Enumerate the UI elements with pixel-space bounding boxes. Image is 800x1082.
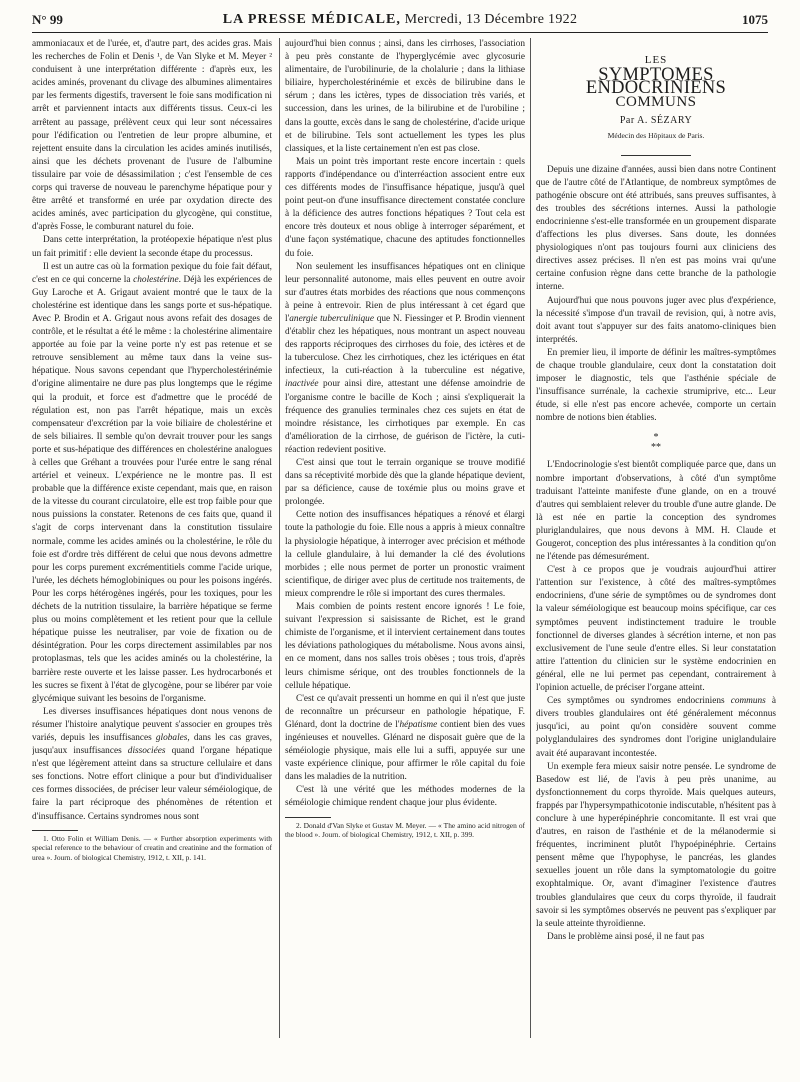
text-run: Ces symptômes ou syndromes endocriniens — [547, 696, 731, 707]
asterism-separator — [536, 433, 776, 453]
footnote: 2. Donald d'Van Slyke et Gustav M. Meyer. — « The amino acid nitrogen of the blood ». Journ. of biological Chemistry, 1912, t. XII, p. 399. — [285, 820, 525, 840]
footnote: 1. Otto Folin et William Denis. — « Further absorption experiments with special reference to the behaviour of creatin and creatinine and the formation of urea ». Journ. of biological Chemistry, 1912, t. XII, p. 141. — [32, 833, 272, 862]
running-head — [32, 12, 768, 32]
emphasis: communs — [730, 696, 766, 707]
paragraph — [32, 706, 272, 824]
text-run: que N. Fiessinger et P. Brodin viennent d'établir chez les hépatiques, nous montrant un aspect nouveau des rapports réciproques des cirrhoses du foie, des ictères et de la tuberculose. Chez les cirrhotiques, chez les ictériques en état infectieux, la cuti-réaction à la tuberculine est négative, — [285, 313, 525, 377]
paragraph — [285, 693, 525, 785]
paragraph: Mais combien de points restent encore ignorés ! Le foie, suivant l'expression si saisissante de Richet, est le grand chimiste de l'organisme, et il intervient certainement dans toutes les déviations pathologiques du métabolisme. Nous avons ainsi, en ce moment, dans nos salles trois obèses ; tous trois, d'après leurs chimisme sérique, ont des troubles fonctionnels de la cellule hépatique. — [285, 602, 525, 691]
issue-number: N° 99 — [32, 12, 63, 27]
title-rule — [621, 155, 691, 156]
author-affiliation: Médecin des Hôpitaux de Paris. — [607, 131, 705, 141]
paragraph — [536, 695, 776, 760]
article-heading — [536, 54, 776, 156]
text-run: . Déjà les expériences de Guy Laroche et A. Grigaut avaient montré que le taux de la cholestérine est identique dans les sangs porte et sus-hépatique. Avec P. Brodin et A. Grigaut nous avons refait des dosages de contrôle, et le résultat a été le même : la cholestérine alimentaire apportée au foie par la veine porte n'y est pas retenue et se retrouve sensiblement au même taux dans la veine sus-hépatique. Nous savons cependant que l'hypercholestérinémie d'origine alimentaire ne dure pas plus longtemps que le régime qui la produit, et force est d'admettre que le procédé de régulation est, non pas l'arrêt hépatique, mais un excès compensateur d'excrétion par la voie biliaire de cholestérine et de sels biliaires. Il semble qu'on devrait trouver pour les sangs porte et sus-hépatique des différences en cholestérine analogues à celles que Gréhant a trouvées pour l'urée entre le sang rénal artériel et veineux. L'expérience ne le montre pas. Il est probable que la différence existe cependant, mais que, en raison de la vitesse du courant circulatoire, elle est trop faible pour que nous puissions la constater. Retenons de ces faits que, quand il s'agit de corps intervenant dans la constitution tissulaire normale, comme les acides aminés ou la cholestérine, le rôle du foie est d'ordre très différent de celui que nous devons admettre pour les corps purement excrémentitiels comme l'acide urique, l'urée, les déchets hémoglobiniques ou pour les poisons ingérés. Pour les corps hétérogènes ingérés, pour les toxiques, pour les déchets de la nutrition tissulaire, la barrière hépatique se ferme plus ou moins complètement et les retient pour que la cellule hépatique puisse les neutraliser, par voie de fixation ou de désintégration. Pour les corps directement assimilables par nos protoplasmas, tels que les acides aminés ou la cholestérine, la barrière reste ouverte et les laisse passer. Les hydrocarbonés et les sucres se fixent à l'état de glycogène, pour se libérer par voie glycémique suivant les besoins de l'organisme. — [32, 274, 272, 704]
paragraph: ammoniacaux et de l'urée, et, d'autre part, des acides gras. Mais les recherches de Folin et Denis ¹, de Van Slyke et M. Meyer ² conduisent à une interprétation différente : d'après eux, les acides aminés, provenant du clivage des albumines alimentaires par les ferments digestifs, traversent le foie sans modification ni arrêt et parviennent intacts aux différents tissus. Ceux-ci les arrêtent au passage, prélèvent ceux qui leur sont nécessaires pour l'édification ou l'entretien de leur propre albumine, et rejettent ensuite dans la circulation les acides aminés inutilisés, ainsi que les déchets provenant de l'usure de l'albumine tissulaire par voie de désassimilation ; c'est l'ensemble de ces corps qui traverse de nouveau le parenchyme hépatique pour y être arrêté et transformé en urée par oxydation directe des acides aminés, avec participation du glycogène, qui constitue, d'après Fosse, le comburant naturel du foie. — [32, 39, 272, 233]
paragraph: C'est à ce propos que je voudrais aujourd'hui attirer l'attention sur l'existence, à côté des maîtres-symptômes endocriniens, d'une série de symptômes ou de syndromes dont la valeur séméiologique est beaucoup moins spécifique, car ces symptômes peuvent indistinctement traduire le trouble fonctionnel de diverses glandes à sécrétion interne, et non pas exclusivement de l'une seule d'entre elles. Si leur constatation attire l'attention du clinicien sur le système endocrinien en général, elle ne lui permet pas cependant, contrairement à l'opinion actuelle, de préciser l'organe atteint. — [536, 565, 776, 694]
paragraph: Dans cette interprétation, la protéopexie hépatique n'est plus un fait primitif : elle devient la seconde étape du processus. — [32, 235, 272, 259]
column-right — [536, 38, 776, 1038]
paragraph: Mais un point très important reste encore incertain : quels rapports d'indépendance ou d'interréaction associent entre eux ces différents modes de l'insuffisance hépatique, jusqu'à quel point peut-on d'une insuffisance directement constatée conclure à la déficience des autres fonctions hépatiques ? Tout cela est encore très douteux et nous oblige à interroger séparément, et d'une façon systématique, chacune des aptitudes fonctionnelles du foie. — [285, 156, 525, 259]
article-author: Par A. SÉZARY — [619, 115, 693, 127]
asterism-star: ** — [651, 442, 661, 454]
emphasis: cholestérine — [133, 274, 179, 285]
journal-title: LA PRESSE MÉDICALE, — [222, 12, 401, 27]
text-run: à divers troubles glandulaires ont été généralement méconnus jusqu'ici, au point qu'on considère souvent comme polyglandulaires des syndromes dont l'origine uniglandulaire avait été auparavant incontestée. — [536, 696, 776, 759]
emphasis: dissociées — [127, 746, 166, 757]
header-rule — [32, 32, 768, 33]
text-run: pour ainsi dire, attestant une défense amoindrie de l'organisme contre le bacille de Koch ; ainsi s'expliquerait la fréquence des granulies terminales chez ces sujets en état de moindre résistance, les cirrhotiques par exemple. En cas d'amélioration de la cirrhose, de guérison de l'ictère, la cuti-réaction redevient positive. — [285, 379, 525, 455]
footnote-rule — [285, 817, 331, 818]
text-run: Non seulement les insuffisances hépatiques ont en clinique leur personnalité autonome, mais elles peuvent en outre avoir sur d'autres états morbides des réactions que nous commençons à peine à entrevoir. Rien de plus intéressant à cet égard que l' — [285, 261, 525, 324]
emphasis: globales — [155, 732, 188, 743]
emphasis: anergie tuberculinique — [289, 313, 374, 324]
paragraph: Cette notion des insuffisances hépatiques a rénové et élargi toute la pathologie du foie. Elle nous a appris à mieux connaître la physiologie hépatique, à interroger avec précision et méthode la cellule glandulaire, à lui demander la clé des évolutions morbides ; elle nous permet de porter un pronostic vraiment scientifique, de diriger avec plus de certitude nos traitements, de mieux comprendre le rôle si important des cures thermales. — [285, 510, 525, 599]
paragraph: Aujourd'hui que nous pouvons juger avec plus d'expérience, la nécessité s'impose d'un travail de revision, qui, à notre avis, doit avant tout s'appuyer sur des faits anatomo-cliniques bien interprétés. — [536, 295, 776, 345]
column-left — [32, 38, 272, 1038]
article-title: SYMPTOMES ENDOCRINIENS — [585, 65, 727, 99]
asterism-star: * — [653, 432, 659, 444]
text-run: quand l'organe hépatique n'est que légèrement atteint dans sa structure cellulaire et dans ses fonctions. Notre effort clinique a pour but d'individualiser ces formes dissociées, de préciser leur valeur séméiologique, de faire la part réciproque des phénomènes de rétention et d'insuffisance. Certains syndromes nous sont — [32, 746, 272, 822]
article-kicker: LES — [644, 54, 668, 66]
paragraph — [32, 261, 272, 706]
emphasis: inactivée — [285, 379, 319, 390]
journal-masthead — [32, 12, 768, 28]
page-number: 1075 — [742, 12, 768, 27]
column-divider — [530, 38, 531, 1038]
paragraph: En premier lieu, il importe de définir les maîtres-symptômes de chaque trouble glandulaire, ceux dont la constatation doit imposer le diagnostic, tels que l'asthénie spéciale de l'insuffisance surrénale, la cachexie strumiprive, etc... Leur étude, si elle n'est pas encore achevée, comporte un certain nombre de notions bien établies. — [536, 347, 776, 424]
column-middle — [285, 38, 525, 1038]
text-run: Il est un autre cas où la formation pexique du foie fait défaut, c'est en ce qui concerne la — [32, 261, 272, 285]
issue-date: Mercredi, 13 Décembre 1922 — [404, 12, 578, 27]
footnote-rule — [32, 830, 78, 831]
text-run: C'est ce qu'avait pressenti un homme en qui il n'est que juste de reconnaître un précurseur en pathologie hépatique, F. Glénard, dont la doctrine de l' — [285, 693, 525, 730]
paragraph: aujourd'hui bien connus ; ainsi, dans les cirrhoses, l'association à peu près constante de l'hyperglycémie avec glycosurie alimentaire, de l'urobilinurie, de la cholalurie ; dans la lithiase biliaire, hypercholestérinémie et excès de bilirubine dans le sérum ; dans les ictères, types de dissociation très variés, et succession, dans les urines, de la bilirubine et de l'urobiline ; dans la goutte, excès dans le sang de cholestérine, d'acide urique et de bilirubine. Tels sont actuellement les types les plus classiques, et la liste certainement n'en est pas close. — [285, 39, 525, 154]
column-divider — [279, 38, 280, 1038]
article-title-line2: COMMUNS — [615, 94, 697, 111]
paragraph: L'Endocrinologie s'est bientôt compliquée parce que, dans un nombre important d'observations, à côté d'un symptôme traduisant l'atteinte manifeste d'une glande, on en a trouvé d'autres qui semblaient relever du trouble d'une autre glande. De là est née en partie la conception des syndromes pluriglandulaires, que nous devons à MM. H. Claude et Gougerot, conception des plus intéressantes à la condition qu'on ne l'étende pas démesurément. — [536, 460, 776, 563]
paragraph: C'est ainsi que tout le terrain organique se trouve modifié dans sa réceptivité morbide dès que la glande hépatique devient, par sa déficience, cause de toxémie plus ou moins grave et prolongée. — [285, 458, 525, 508]
text-run: contient bien des vues ingénieuses et nouvelles. Glénard ne disposait guère que de la séméiologie physique, mais elle lui a suffi, appuyée sur une vaste expérience clinique, pour affirmer le rôle capital du foie dans les maladies de la nutrition. — [285, 719, 525, 783]
paragraph — [285, 261, 525, 457]
paragraph: Un exemple fera mieux saisir notre pensée. Le syndrome de Basedow est lié, de l'avis à peu près unanime, au dysfonctionnement du corps thyroïde. Mais quelques auteurs, frappés par l'hypersympathicotonie indiscutable, n'hésitent pas à conclure à une hyperépinéphrie concomitante. Il est vrai que d'autres, en raison de l'asthénie et de la mélanodermie si fréquentes, incriminent plutôt l'hypoépinéphrie. Certains pensent même que l'hypophyse, le pancréas, les glandes sexuelles jouent un rôle dans la symptomatologie du goitre exophtalmique. Or, avant d'imaginer l'existence d'autres troubles glandulaires que ceux du corps thyroïde, il faudrait savoir si les symptômes observés ne peuvent pas s'expliquer par la seule atteinte thyroïdienne. — [536, 761, 776, 929]
text-run: , dans les cas graves, jusqu'aux insuffisances — [32, 732, 272, 757]
paragraph: Dans le problème ainsi posé, il ne faut pas — [547, 931, 705, 942]
text-run: Les diverses insuffisances hépatiques dont nous venons de résumer l'histoire analytique peuvent s'associer en groupes très variés, depuis les insuffisances — [32, 706, 272, 743]
emphasis: hépatisme — [399, 719, 438, 730]
paragraph: Depuis une dizaine d'années, aussi bien dans notre Continent que de l'autre côté de l'Atlantique, de nombreux symptômes de pathogénie obscure ont été attribués, sans preuves suffisantes, à des troubles des sécrétions internes. Aussi la pathologie endocrinienne s'est-elle transformée en un groupement disparate d'affections les plus diverses. Sans doute, les données physiologiques n'ont pas toujours fourni aux cliniciens des directives assez précises. Il n'en est pas moins vrai qu'une certaine confusion règne dans cette branche de la pathologie interne. — [536, 164, 776, 293]
paragraph: C'est là une vérité que les méthodes modernes de la séméiologie chimique rendent chaque jour plus évidente. — [285, 785, 525, 809]
